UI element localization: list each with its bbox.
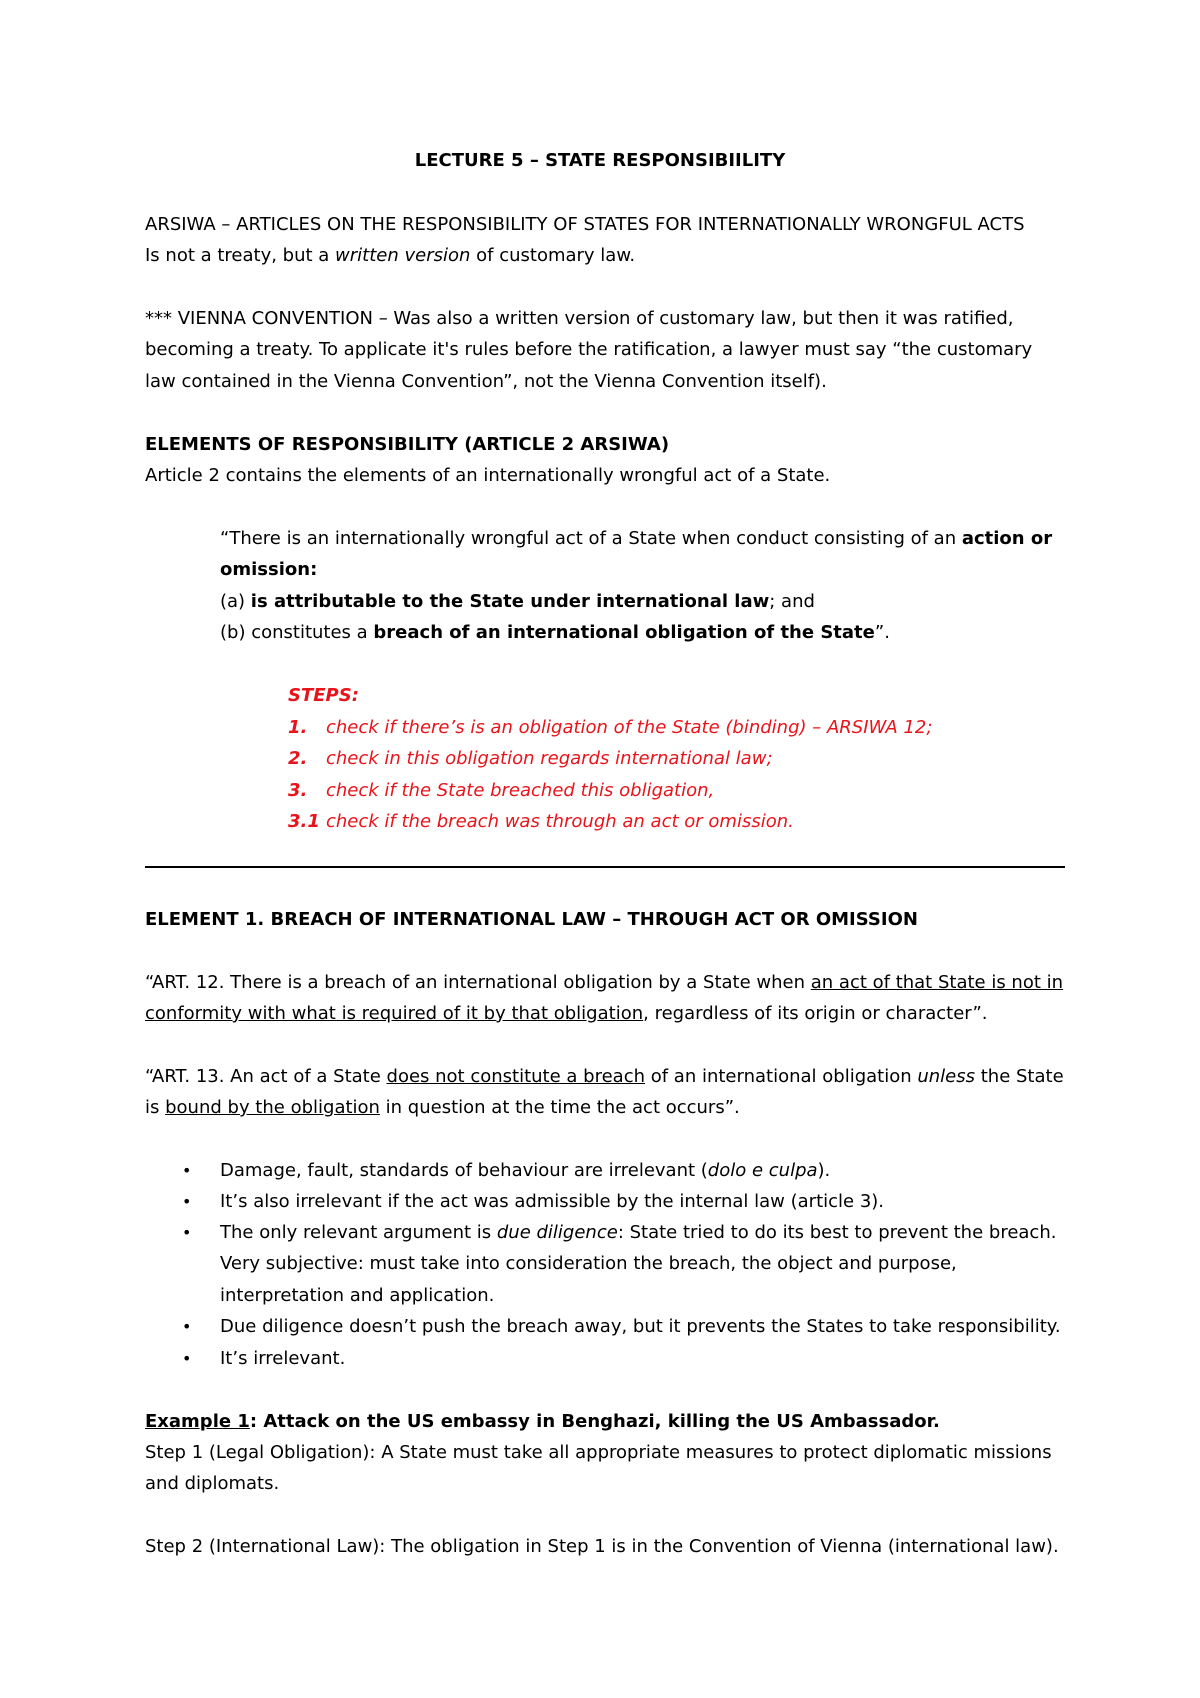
list-item: • Damage, fault, standards of behaviour are irrelevant (dolo e culpa). [182, 1160, 831, 1181]
step-item: 1. check if there’s is an obligation of the State (binding) – ARSIWA 12; [288, 717, 933, 738]
example1-step2: Step 2 (International Law): The obligation in Step 1 is in the Convention of Vienna (international law). [145, 1536, 1059, 1557]
list-item: • It’s irrelevant. [182, 1348, 346, 1369]
elements-intro: Article 2 contains the elements of an internationally wrongful act of a State. [145, 465, 831, 486]
list-item: • Due diligence doesn’t push the breach away, but it prevents the States to take responsibility. [182, 1316, 1061, 1337]
section-divider [145, 866, 1065, 868]
page-title: LECTURE 5 – STATE RESPONSIBIILITY [414, 150, 786, 171]
example1-heading: Example 1: Attack on the US embassy in Benghazi, killing the US Ambassador. [145, 1411, 940, 1432]
article2-quote-line-4: (b) constitutes a breach of an international obligation of the State”. [220, 622, 890, 643]
article2-quote-line-2: omission: [220, 559, 318, 580]
vienna-line-3: law contained in the Vienna Convention”, not the Vienna Convention itself). [145, 371, 827, 392]
article2-quote-line-3: (a) is attributable to the State under international law; and [220, 591, 815, 612]
step-item: 2. check in this obligation regards international law; [288, 748, 773, 769]
art13-line-2: is bound by the obligation in question at the time the act occurs”. [145, 1097, 740, 1118]
example1-step1-line-2: and diplomats. [145, 1473, 280, 1494]
list-item-continuation: interpretation and application. [220, 1285, 495, 1306]
arsiwa-heading: ARSIWA – ARTICLES ON THE RESPONSIBILITY OF STATES FOR INTERNATIONALLY WRONGFUL ACTS [145, 214, 1025, 235]
article2-quote-line-1: “There is an internationally wrongful act of a State when conduct consisting of an action or [220, 528, 1053, 549]
art12-line-2: conformity with what is required of it by that obligation, regardless of its origin or character”. [145, 1003, 988, 1024]
elements-heading: ELEMENTS OF RESPONSIBILITY (ARTICLE 2 ARSIWA) [145, 434, 670, 455]
list-item: • It’s also irrelevant if the act was admissible by the internal law (article 3). [182, 1191, 885, 1212]
step-item: 3.1 check if the breach was through an act or omission. [288, 811, 794, 832]
list-item-continuation: Very subjective: must take into consideration the breach, the object and purpose, [220, 1253, 957, 1274]
art13-line-1: “ART. 13. An act of a State does not constitute a breach of an international obligation unless the State [145, 1066, 1064, 1087]
list-item: • The only relevant argument is due diligence: State tried to do its best to prevent the breach. [182, 1222, 1057, 1243]
vienna-line-2: becoming a treaty. To applicate it's rules before the ratification, a lawyer must say “the customary [145, 339, 1033, 360]
arsiwa-description: Is not a treaty, but a written version of customary law. [145, 245, 636, 266]
example1-step1-line-1: Step 1 (Legal Obligation): A State must take all appropriate measures to protect diplomatic missions [145, 1442, 1052, 1463]
vienna-line-1: *** VIENNA CONVENTION – Was also a written version of customary law, but then it was ratified, [145, 308, 1014, 329]
element1-heading: ELEMENT 1. BREACH OF INTERNATIONAL LAW – THROUGH ACT OR OMISSION [145, 909, 918, 930]
steps-heading: STEPS: [288, 685, 359, 706]
step-item: 3. check if the State breached this obligation, [288, 780, 715, 801]
art12-line-1: “ART. 12. There is a breach of an international obligation by a State when an act of that State is not in [145, 972, 1064, 993]
